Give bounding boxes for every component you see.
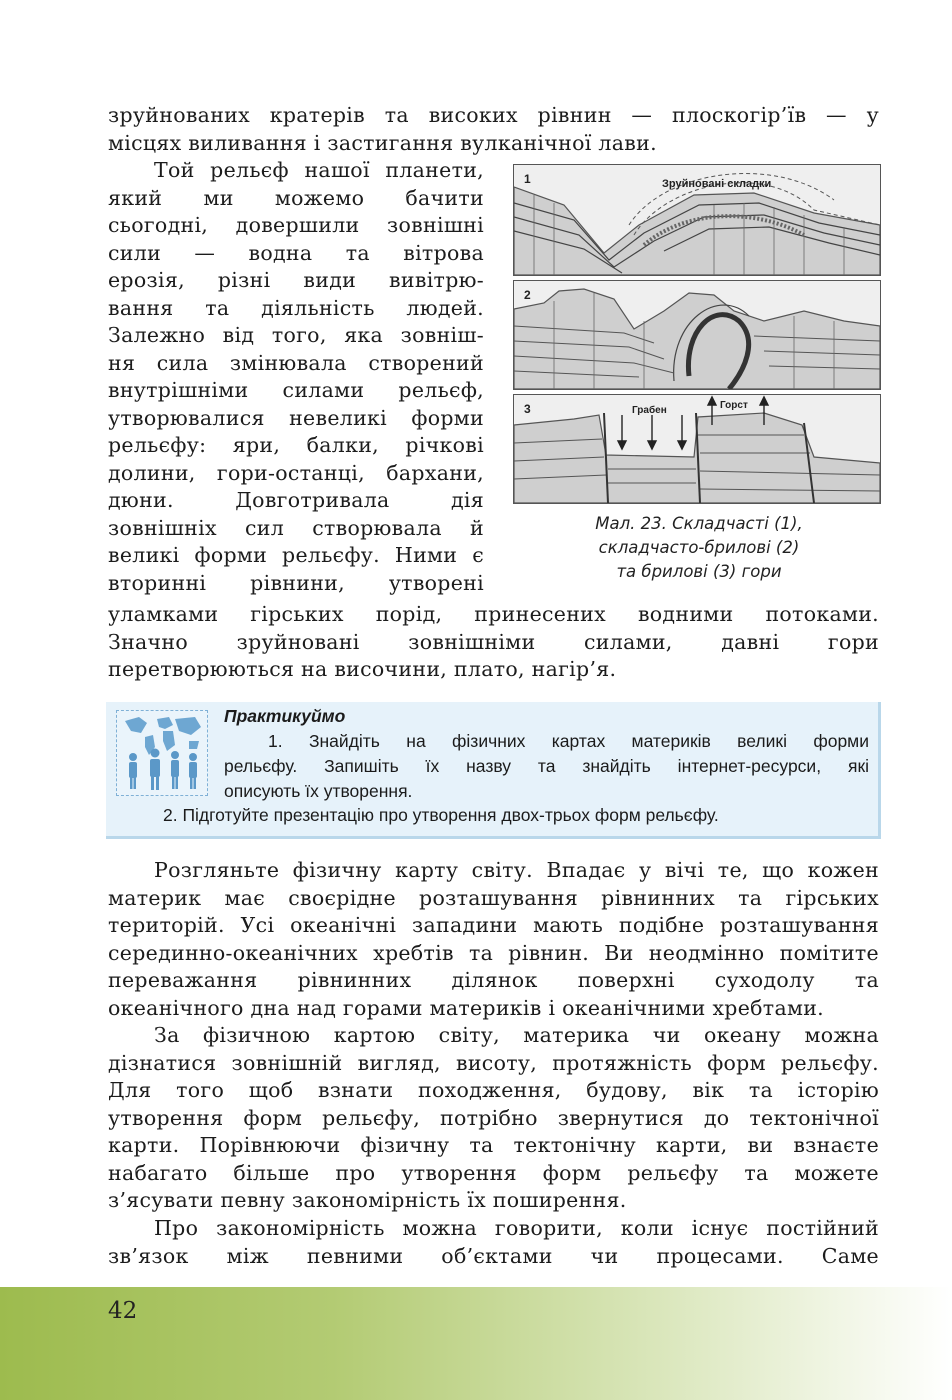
text-line: Той рельєф нашої планети, bbox=[154, 158, 484, 182]
panel-number: 2 bbox=[524, 288, 531, 302]
folded-mountains-panel bbox=[513, 164, 881, 276]
text-line: утворення форм рельєфу, потрібно звернутися до тектонічної bbox=[108, 1105, 879, 1130]
text-line: сили — водна та вітрова bbox=[108, 240, 484, 265]
text-line: який ми можемо бачити bbox=[108, 185, 484, 210]
practice-line: 1. Знайдіть на фізичних картах материків великі форми bbox=[268, 731, 869, 751]
text-line: ня сила змінювала створений bbox=[108, 350, 484, 375]
world-map-people-icon bbox=[116, 710, 208, 796]
text-line: Значно зруйновані зовнішніми силами, давні гори bbox=[108, 629, 879, 654]
ruined-folds-label: Зруйновані складки bbox=[662, 178, 772, 190]
text-line: Для того щоб взнати походження, будову, вік та історію bbox=[108, 1078, 879, 1102]
folded-mountains-diagram bbox=[514, 165, 880, 275]
text-line: дізнатися зовнішній вигляд, висоту, протяжність форм рельєфу. bbox=[108, 1050, 879, 1075]
practice-title: Практикуймо bbox=[224, 706, 346, 726]
panel-number: 3 bbox=[524, 402, 531, 416]
figure-caption bbox=[548, 512, 850, 584]
text-line: дюни. Довготривала дія bbox=[108, 488, 484, 512]
text-line: Розгляньте фізичну карту світу. Впадає у вічі те, що кожен bbox=[154, 858, 879, 882]
text-line: серединно-океанічних хребтів та рівнин. Ви неодмінно помітите bbox=[108, 940, 879, 965]
practice-line: 2. Підготуйте презентацію про утворення двох-трьох форм рельєфу. bbox=[163, 805, 719, 825]
text-line: з’ясувати певну закономірність їх поширення. bbox=[108, 1188, 627, 1212]
footer-band bbox=[0, 1287, 952, 1400]
text-line: місцях виливання і застигання вулканічної лави. bbox=[108, 130, 657, 155]
text-line: уламками гірських порід, принесених водними потоками. bbox=[108, 602, 879, 626]
text-line: зовнішніх сил створювала й bbox=[108, 515, 484, 540]
caption-line: складчасто-брилові (2) bbox=[598, 538, 800, 557]
text-line: вання та діяльність людей. bbox=[108, 295, 484, 320]
practice-line: рельєфу. Запишіть їх назву та знайдіть інтернет-ресурси, які bbox=[224, 756, 869, 776]
practice-box bbox=[106, 702, 881, 839]
page-number: 42 bbox=[108, 1298, 138, 1324]
panel-number: 1 bbox=[524, 172, 531, 186]
text-line: вторинні рівнини, утворені bbox=[108, 570, 484, 595]
text-line: За фізичною картою світу, материка чи океану можна bbox=[154, 1023, 879, 1047]
text-line: зруйнованих кратерів та високих рівнин — плоскогір’їв — у bbox=[108, 103, 879, 127]
text-line: сьогодні, довершили зовнішні bbox=[108, 213, 484, 237]
caption-line: Мал. 23. Складчасті (1), bbox=[595, 514, 803, 533]
text-line: океанічного дна над горами материків і океанічними хребтами. bbox=[108, 995, 824, 1020]
fold-block-mountains-diagram bbox=[514, 281, 880, 389]
text-line: переважання рівнинних ділянок поверхні суходолу та bbox=[108, 968, 879, 992]
text-line: зв’язок між певними об’єктами чи процесами. Саме bbox=[108, 1243, 879, 1268]
text-line: карти. Порівнюючи фізичну та тектонічну карти, ви взнаєте bbox=[108, 1133, 879, 1157]
text-line: утворювалися невеликі форми bbox=[108, 405, 484, 430]
block-mountains-diagram bbox=[514, 395, 880, 503]
mountains-figure bbox=[513, 164, 879, 502]
text-line: перетворюються на височини, плато, нагір’я. bbox=[108, 657, 617, 681]
text-line: материк має своєрідне розташування рівнинних та гірських bbox=[108, 885, 879, 910]
text-line: ерозія, різні види вивітрю- bbox=[108, 268, 484, 292]
block-mountains-panel bbox=[513, 394, 881, 504]
text-line: внутрішніми силами рельєф, bbox=[108, 378, 484, 402]
text-line: рельєфу: яри, балки, річкові bbox=[108, 433, 484, 457]
text-line: великі форми рельєфу. Ними є bbox=[108, 543, 484, 567]
horst-label: Горст bbox=[720, 400, 748, 411]
caption-line: та брилові (3) гори bbox=[616, 562, 782, 581]
practice-line: описують їх утворення. bbox=[224, 781, 413, 801]
text-line: територій. Усі океанічні западини мають подібне розташування bbox=[108, 913, 879, 937]
fold-block-mountains-panel bbox=[513, 280, 881, 390]
text-line: Про закономірність можна говорити, коли існує постійний bbox=[154, 1216, 879, 1240]
text-line: набагато більше про утворення форм рельєфу та можете bbox=[108, 1160, 879, 1185]
graben-label: Грабен bbox=[632, 405, 667, 416]
text-line: Залежно від того, яка зовніш- bbox=[108, 323, 484, 347]
text-line: долини, гори-останці, бархани, bbox=[108, 460, 484, 485]
